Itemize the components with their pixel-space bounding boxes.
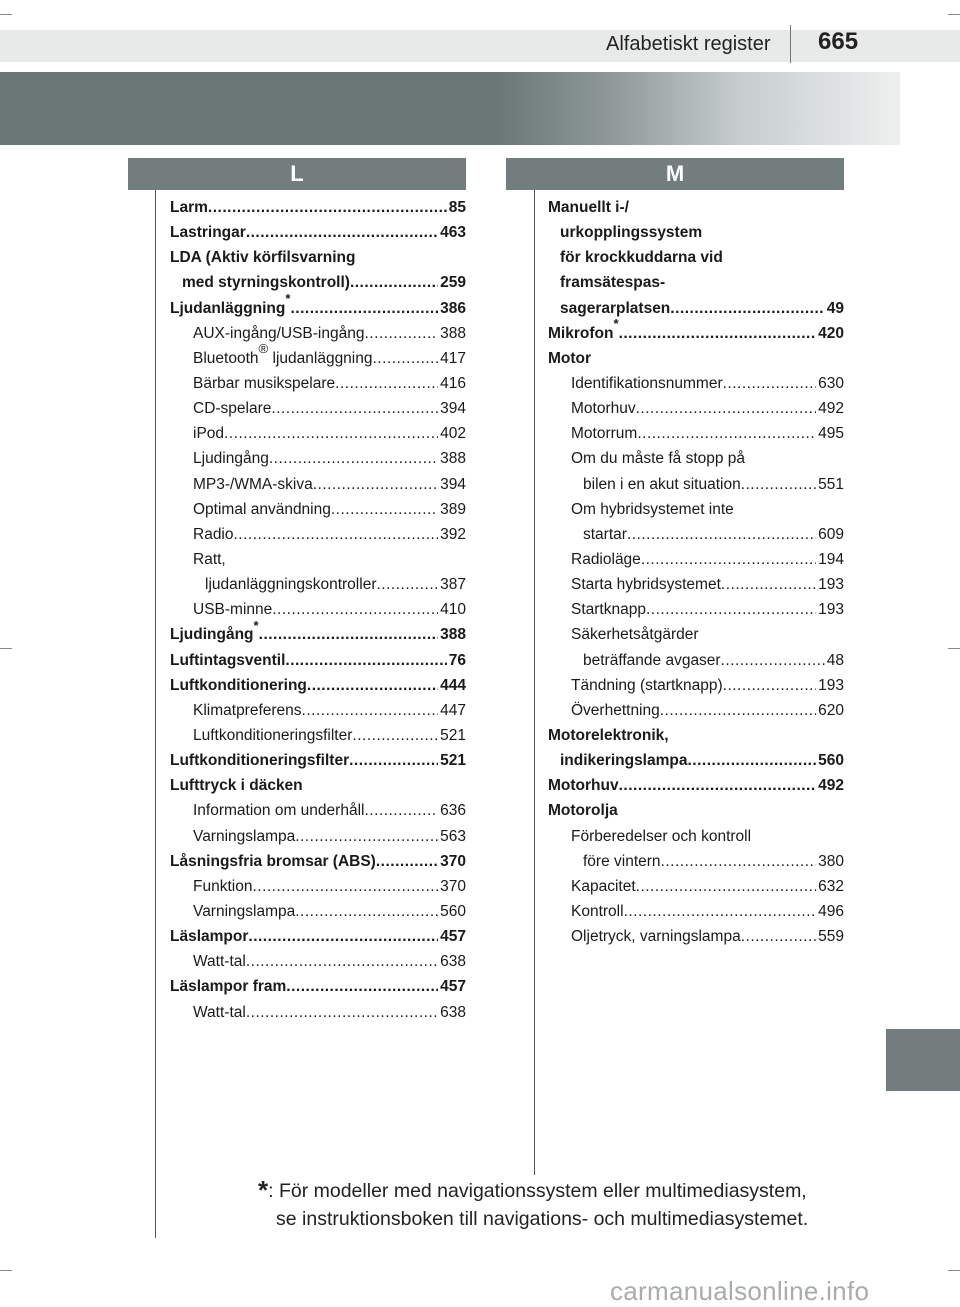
index-entry: Lufttryck i däcken [170,777,303,795]
index-subentry: Ratt, [193,550,226,568]
index-entry: Läslampor fram ..... 457 [170,974,466,999]
index-subentry: Säkerhetsåtgärder [571,626,699,644]
column-rule-m [534,190,535,1175]
index-subentry: Optimal användning ..... 389 [170,497,466,522]
index-subentry: MP3-/WMA-skiva ..... 394 [170,472,466,497]
header-bar [0,30,960,62]
footnote [258,1176,848,1233]
footnote-line-1: *: För modeller med navigationssystem eller multimediasystem, [258,1175,807,1205]
index-subentry: Tändning (startknapp) ..... 193 [548,673,844,698]
index-subentry: Watt-tal ..... 638 [170,1000,466,1025]
index-entry: för krockkuddarna vid [560,249,723,267]
index-subentry: CD-spelare ..... 394 [170,396,466,421]
index-subentry: Bluetooth® ljudanläggning ..... 417 [170,346,466,371]
crop-mark [0,648,12,649]
index-subentry: startar ..... 609 [548,522,844,547]
index-subentry: bilen i en akut situation ..... 551 [548,472,844,497]
index-subentry: Motorrum ..... 495 [548,421,844,446]
index-subentry: Radio ..... 392 [170,522,466,547]
footnote-star: * [258,1175,269,1205]
index-entry: Motor [548,349,592,367]
index-subentry: Oljetryck, varningslampa ..... 559 [548,924,844,949]
watermark: carmanualsonline.info [610,1276,870,1306]
index-subentry: Varningslampa ..... 563 [170,824,466,849]
index-subentry: Överhettning ..... 620 [548,698,844,723]
index-entry: Lastringar ..... 463 [170,220,466,245]
index-entry: Motorolja [548,802,618,820]
index-subentry: Startknapp ..... 193 [548,597,844,622]
column-rule-l [155,190,156,1238]
index-subentry: Funktion ..... 370 [170,874,466,899]
index-subentry: USB-minne ..... 410 [170,597,466,622]
index-subentry: Identifikationsnummer ..... 630 [548,371,844,396]
index-subentry: Starta hybridsystemet ..... 193 [548,572,844,597]
index-subentry: ljudanläggningskontroller ..... 387 [170,572,466,597]
index-subentry: Klimatpreferens ..... 447 [170,698,466,723]
index-entry: Ljudingång* ..... 388 [170,622,466,647]
letter-heading-m: M [506,158,844,190]
crop-mark [0,14,12,15]
index-subentry: Luftkonditioneringsfilter ..... 521 [170,723,466,748]
index-entry: med styrningskontroll) ..... 259 [170,270,466,295]
index-subentry: beträffande avgaser ..... 48 [548,648,844,673]
index-entry: Låsningsfria bromsar (ABS) ..... 370 [170,849,466,874]
chapter-thumb-tab [886,1029,960,1091]
index-column-l [170,195,466,1025]
crop-mark [948,14,960,15]
section-banner [0,72,900,145]
header-divider [790,25,791,63]
index-entry: urkopplingssystem [560,224,703,242]
index-subentry: Ljudingång ..... 388 [170,446,466,471]
index-entry: Motorhuv ..... 492 [548,773,844,798]
index-entry: Mikrofon* ..... 420 [548,321,844,346]
index-entry: Ljudanläggning* ..... 386 [170,296,466,321]
index-entry: indikeringslampa ..... 560 [548,748,844,773]
index-entry: Luftkonditioneringsfilter ..... 521 [170,748,466,773]
page-number: 665 [818,28,859,55]
index-subentry: Kapacitet ..... 632 [548,874,844,899]
index-subentry: Radioläge ..... 194 [548,547,844,572]
index-entry: LDA (Aktiv körfilsvarning [170,249,356,267]
index-subentry: Förberedelser och kontroll [571,827,752,845]
index-subentry: Bärbar musikspelare ..... 416 [170,371,466,396]
page-title: Alfabetiskt register [606,33,771,55]
index-subentry: iPod ..... 402 [170,421,466,446]
index-subentry: Om hybridsystemet inte [571,500,734,518]
index-subentry: Varningslampa ..... 560 [170,899,466,924]
crop-mark [0,1270,12,1271]
index-entry: Luftkonditionering ..... 444 [170,673,466,698]
index-subentry: Motorhuv ..... 492 [548,396,844,421]
index-subentry: före vintern ..... 380 [548,849,844,874]
index-entry: Larm ..... 85 [170,195,466,220]
footnote-line-2: se instruktionsboken till navigations- och multimediasystemet. [276,1208,809,1230]
index-entry: Manuellt i-/ [548,199,629,216]
index-subentry: Watt-tal ..... 638 [170,949,466,974]
index-entry: Motorelektronik, [548,726,669,744]
index-subentry: AUX-ingång/USB-ingång ..... 388 [170,321,466,346]
crop-mark [948,648,960,649]
crop-mark [948,1270,960,1271]
index-entry: sagerarplatsen ..... 49 [548,296,844,321]
letter-heading-l: L [128,158,466,190]
index-entry: Läslampor ..... 457 [170,924,466,949]
index-entry: framsätespas- [560,274,666,292]
index-subentry: Kontroll ..... 496 [548,899,844,924]
index-column-m [548,195,844,949]
index-entry: Luftintagsventil ..... 76 [170,648,466,673]
index-subentry: Om du måste få stopp på [571,450,746,468]
index-subentry: Information om underhåll ..... 636 [170,798,466,823]
